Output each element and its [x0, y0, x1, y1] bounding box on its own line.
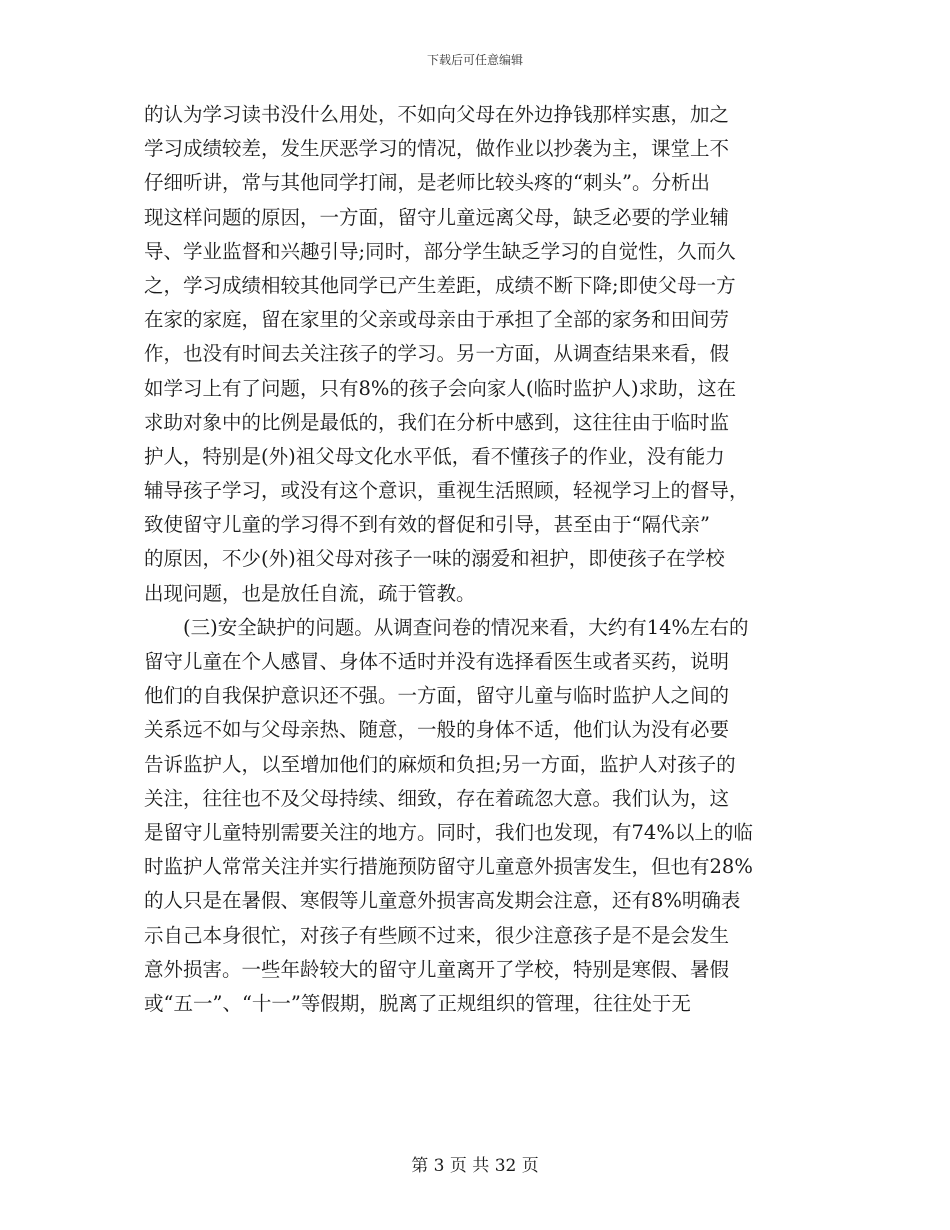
text-line: 作，也没有时间去关注孩子的学习。另一方面，从调查结果来看，假	[144, 342, 730, 366]
text-line: 现这样问题的原因，一方面，留守儿童远离父母，缺乏必要的学业辅	[144, 205, 730, 229]
text-line: 仔细听讲，常与其他同学打闹，是老师比较头疼的“刺头”。分析出	[144, 171, 710, 195]
text-line: 辅导孩子学习，或没有这个意识，重视生活照顾，轻视学习上的督导，	[144, 479, 749, 503]
text-line: 的认为学习读书没什么用处，不如向父母在外边挣钱那样实惠，加之	[144, 103, 730, 126]
text-line: 求助对象中的比例是最低的，我们在分析中感到，这往往由于临时监	[144, 410, 730, 434]
text-line: 致使留守儿童的学习得不到有效的督促和引导，甚至由于“隔代亲”	[144, 513, 710, 537]
text-line: 导、学业监督和兴趣引导;同时，部分学生缺乏学习的自觉性，久而久	[144, 239, 736, 263]
text-line: 他们的自我保护意识还不强。一方面，留守儿童与临时监护人之间的	[144, 684, 730, 708]
text-line: 告诉监护人，以至增加他们的麻烦和负担;另一方面，监护人对孩子的	[144, 752, 736, 776]
text-line: 如学习上有了问题，只有8%的孩子会向家人(临时监护人)求助，这在	[144, 376, 737, 400]
text-line: 关注，往往也不及父母持续、细致，存在着疏忽大意。我们认为，这	[144, 786, 730, 810]
text-line: 的原因，不少(外)祖父母对孩子一味的溺爱和袒护，即使孩子在学校	[144, 547, 725, 571]
text-line: 出现问题，也是放任自流，疏于管教。	[144, 581, 476, 605]
text-line: 意外损害。一些年龄较大的留守儿童离开了学校，特别是寒假、暑假	[144, 957, 730, 981]
page-header-note: 下载后可任意编辑	[426, 53, 523, 67]
text-line: 的人只是在暑假、寒假等儿童意外损害高发期会注意，还有8%明确表	[144, 889, 741, 913]
text-line: 是留守儿童特别需要关注的地方。同时，我们也发现，有74%以上的临	[144, 820, 753, 844]
text-line: 在家的家庭，留在家里的父亲或母亲由于承担了全部的家务和田间劳	[144, 308, 730, 332]
text-line: 示自己本身很忙，对孩子有些顾不过来，很少注意孩子是不是会发生	[144, 923, 730, 947]
text-line: 之，学习成绩相较其他同学已产生差距，成绩不断下降;即使父母一方	[144, 273, 736, 297]
text-line: 护人，特别是(外)祖父母文化水平低，看不懂孩子的作业，没有能力	[144, 444, 725, 468]
text-line: 关系远不如与父母亲热、随意，一般的身体不适，他们认为没有必要	[144, 718, 730, 742]
section-heading-line: (三)安全缺护的问题。从调查问卷的情况来看，大约有14%左右的	[144, 615, 749, 639]
text-line: 留守儿童在个人感冒、身体不适时并没有选择看医生或者买药，说明	[144, 650, 730, 673]
text-line: 或“五一”、“十一”等假期，脱离了正规组织的管理，往往处于无	[144, 991, 691, 1015]
text-line: 学习成绩较差，发生厌恶学习的情况，做作业以抄袭为主，课堂上不	[144, 137, 730, 161]
page-number-footer: 第 3 页 共 32 页	[411, 1156, 539, 1176]
text-line: 时监护人常常关注并实行措施预防留守儿童意外损害发生，但也有28%	[144, 855, 753, 879]
document-body	[144, 98, 816, 1021]
